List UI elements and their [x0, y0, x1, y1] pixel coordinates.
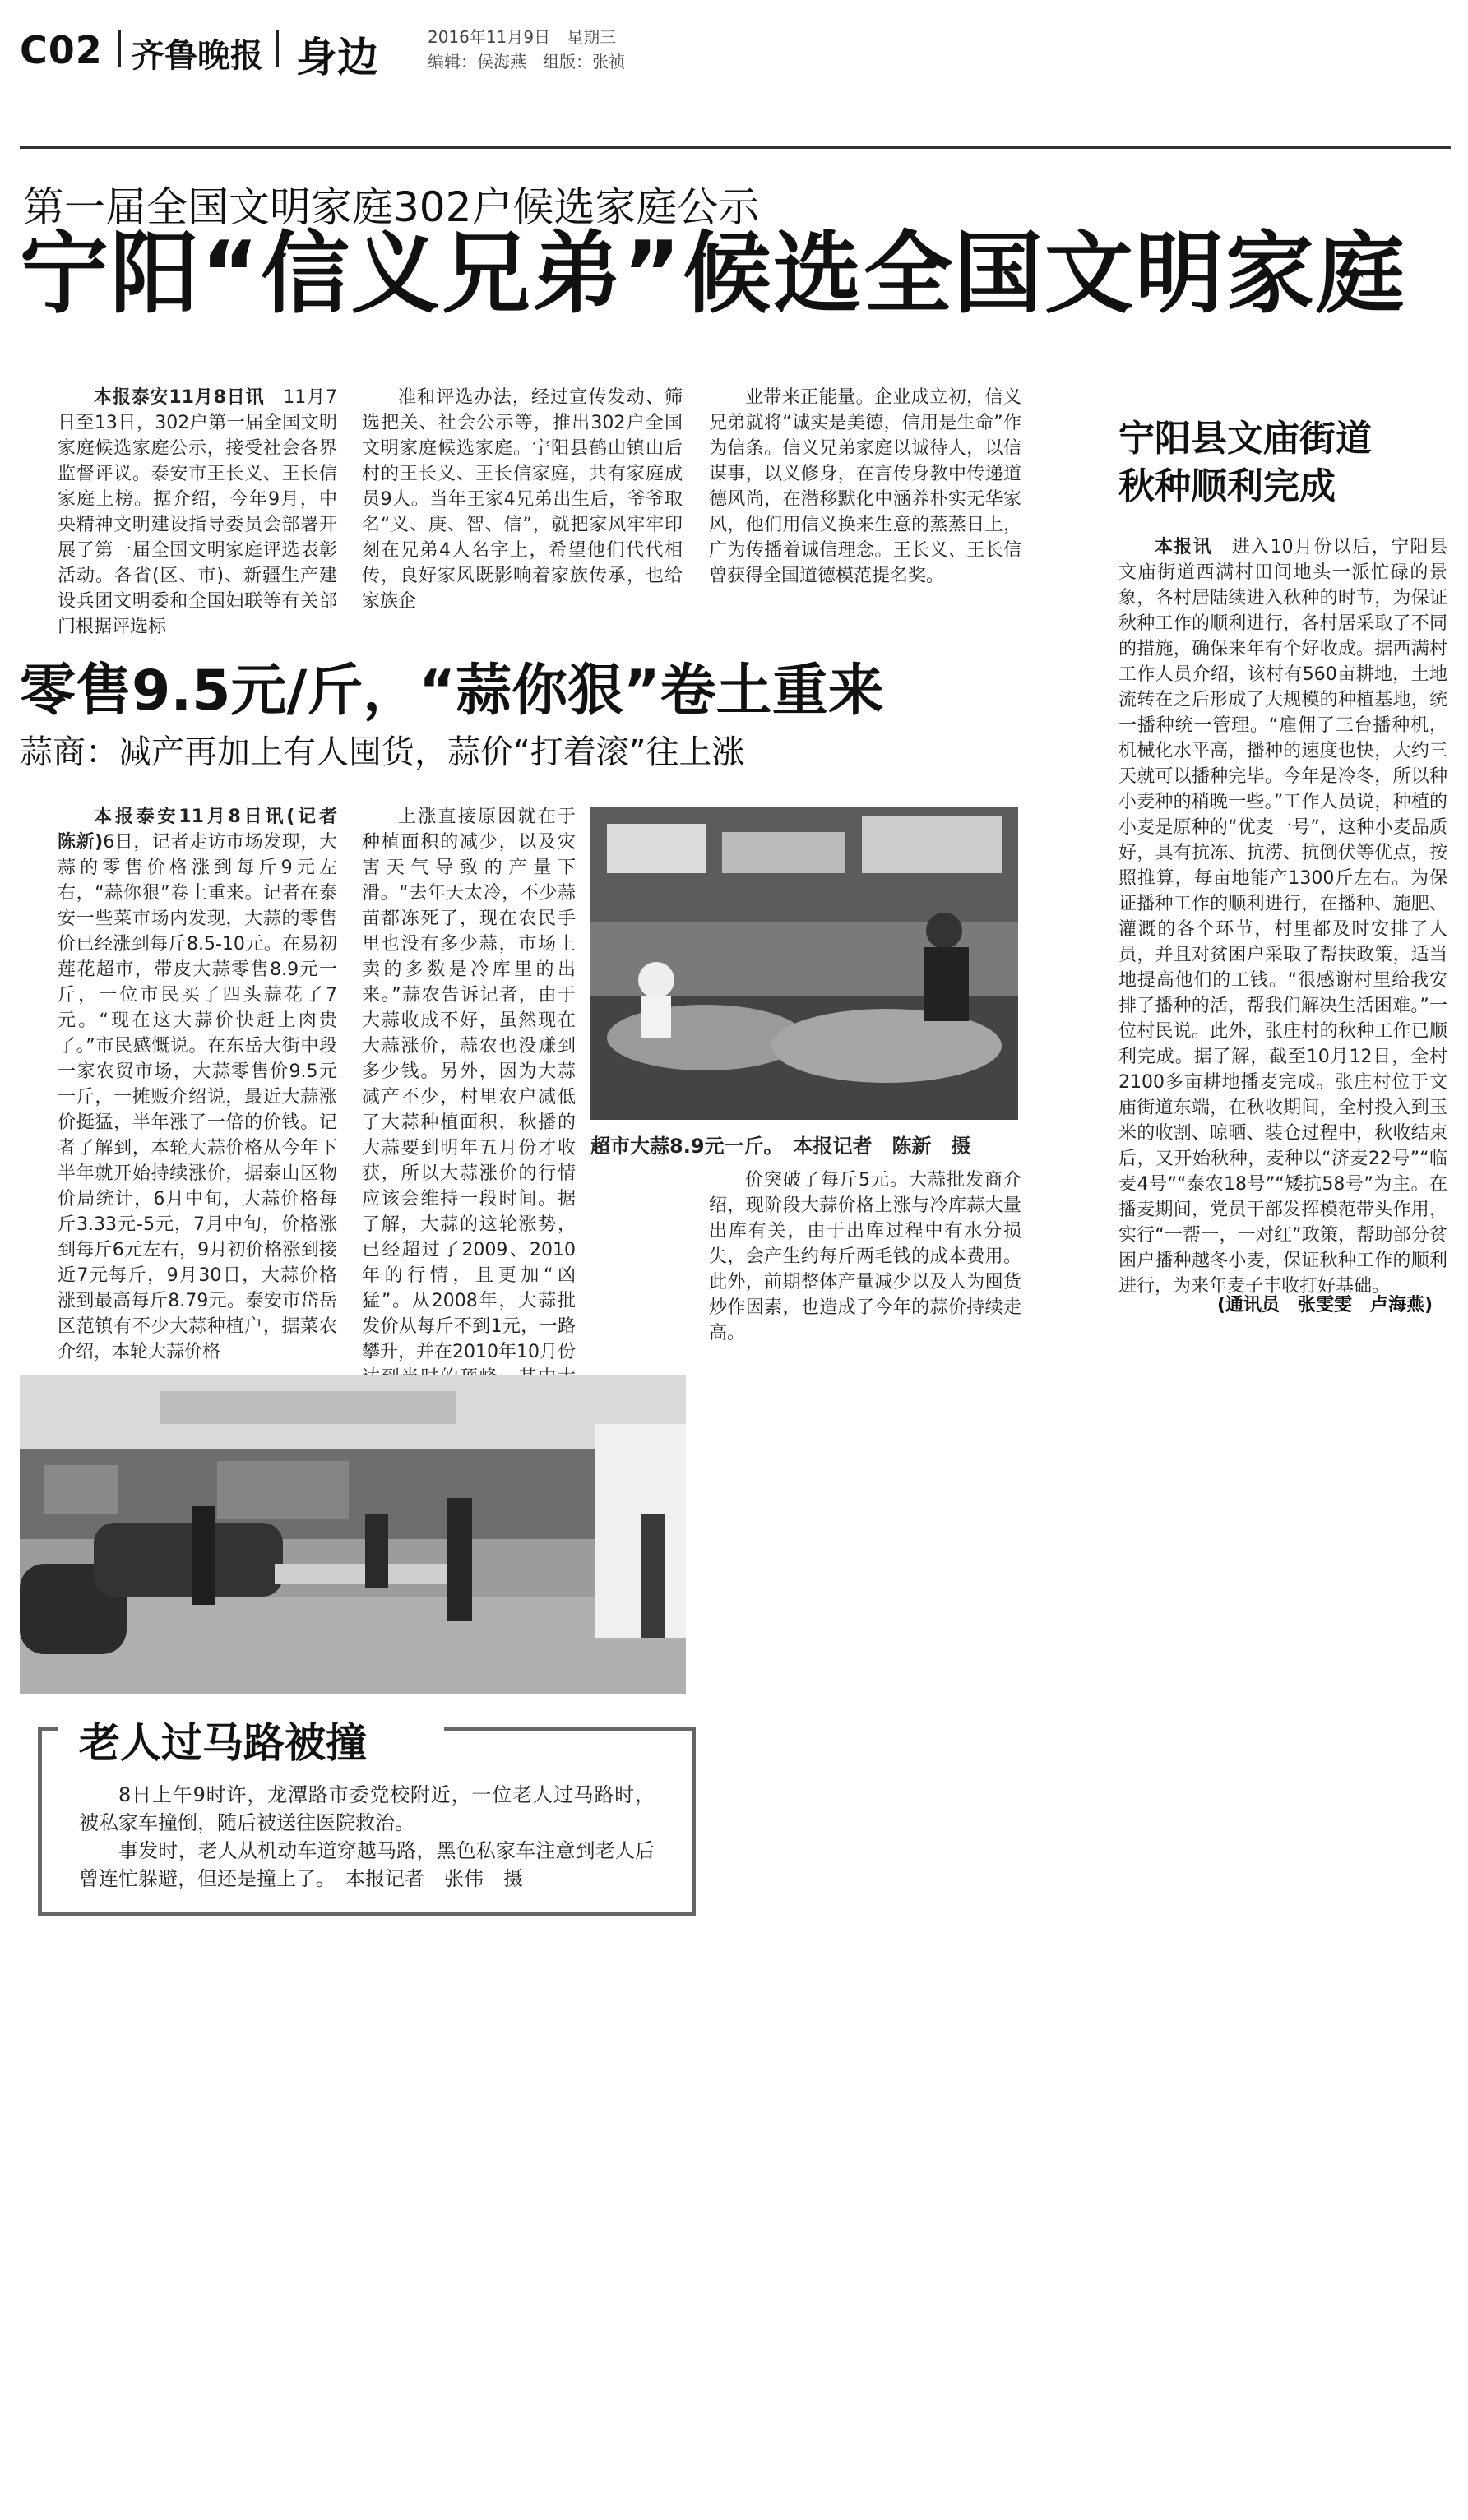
- story2-subhead: 蒜商：减产再加上有人囤货，蒜价“打着滚”往上涨: [20, 733, 745, 771]
- story2-text: 6日，记者走访市场发现，大蒜的零售价格涨到每斤9元左右，“蒜你狠”卷土重来。记者在泰安一些菜市场内发现，大蒜的零售价已经涨到每斤8.5-10元。在易初莲花超市，带皮大蒜零售8.9元一斤，一位市民买了四头蒜花了7元。“现在这大蒜价快赶上肉贵了。”市民感慨说。在东岳大街中段一家农贸市场，大蒜零售价9.5元一斤，一摊贩介绍说，最近大蒜涨价挺猛，半年涨了一倍的价钱。记者了解到，本轮大蒜价格从今年下半年就开始持续涨价，据泰山区物价局统计，6月中旬，大蒜价格每斤3.33元-5元，7月中旬，价格涨到每斤6元左右，9月初价格涨到接近7元每斤，9月30日，大蒜价格涨到最高每斤8.79元。泰安市岱岳区范镇有不少大蒜种植户，据菜农介绍，本轮大蒜价格: [58, 832, 338, 1362]
- story2-dateline: 本报泰安11月8日讯(记者 陈新): [58, 807, 356, 853]
- masthead-divider: [276, 30, 279, 67]
- story3-byline: (通讯员 张雯雯 卢海燕): [1217, 1295, 1433, 1315]
- page-number: C02: [20, 28, 103, 72]
- issue-date: 2016年11月9日 星期三: [428, 27, 617, 47]
- header-rule: [20, 146, 1451, 149]
- story2-column-1: [58, 804, 356, 1365]
- story2-column-2: [362, 804, 576, 1416]
- story3-column: [1118, 534, 1447, 1299]
- story4-headline: 老人过马路被撞: [79, 1719, 367, 1767]
- story1-text: 准和评选办法，经过宣传发动、筛选把关、社会公示等，推出302户全国文明家庭候选家庭。宁阳县鹤山镇山后村的王长义、王长信家庭，共有家庭成员9人。当年王家4兄弟出生后，爷爷取名“义、庚、智、信”，就把家风牢牢印刻在兄弟4人名字上，希望他们代代相传，良好家风既影响着家族传承，也给家族企: [362, 387, 683, 612]
- story1-column-1: [58, 385, 337, 640]
- masthead-divider: [118, 30, 121, 67]
- story3-headline: 宁阳县文庙街道 秋种顺利完成: [1118, 418, 1372, 507]
- story1-headline: 宁阳“信义兄弟”候选全国文明家庭: [20, 223, 1406, 326]
- story1-text: 业带来正能量。企业成立初，信义兄弟就将“诚实是美德，信用是生命”作为信条。信义兄弟家庭以诚待人，以信谋事，以义修身，在言传身教中传递道德风尚，在潜移默化中涵养朴实无华家风，他们用信义换来生意的蒸蒸日上，广为传播着诚信理念。王长义、王长信曾获得全国道德模范提名奖。: [709, 387, 1021, 586]
- story3-text: 进入10月份以后，宁阳县文庙街道西满村田间地头一派忙碌的景象，各村居陆续进入秋种的时节，为保证秋种工作的顺利进行，各村居采取了不同的措施，确保来年有个好收成。据西满村工作人员介绍，该村有560亩耕地，土地流转在之后形成了大规模的种植基地，统一播种统一管理。“雇佣了三台播种机，机械化水平高，播种的速度也快，大约三天就可以播种完毕。今年是冷冬，所以种小麦种的稍晚一些。”工作人员说，种植的小麦是原种的“优麦一号”，这种小麦品质好，具有抗冻、抗涝、抗倒伏等优点，按照推算，每亩地能产1300斤左右。为保证播种工作的顺利进行，在播种、施肥、灌溉的各个环节，村里都及时安排了人员，并且对贫困户采取了帮扶政策，适当地提高他们的工钱。“很感谢村里给我安排了播种的活，帮我们解决生活困难。”一位村民说。此外，张庄村的秋种工作已顺利完成。据了解，截至10月12日，全村2100多亩耕地播麦完成。张庄村位于文庙街道东端，在秋收期间，全村投入到玉米的收割、晾晒、装仓过程中，秋收结束后，又开始秋种，麦种以“济麦22号”“临麦4号”“泰农18号”“矮抗58号”为主。在播麦期间，党员干部发挥模范带头作用，实行“一帮一，一对红”政策，帮助部分贫困户播种越冬小麦，保证秋种工作的顺利进行，为来年麦子丰收打好基础。: [1118, 537, 1447, 1297]
- story3-dateline: 本报讯: [1155, 537, 1213, 557]
- editors-line: 编辑：侯海燕 组版：张祯: [428, 52, 625, 72]
- story1-column-3: [709, 385, 1021, 589]
- story4-text-1: 8日上午9时许，龙潭路市委党校附近，一位老人过马路时，被私家车撞倒，随后被送往医院救治。: [79, 1783, 655, 1834]
- section-name: 身边: [296, 34, 378, 81]
- newspaper-logo: 齐鲁晚报: [132, 36, 263, 75]
- story1-dateline: 本报泰安11月8日讯: [94, 387, 265, 408]
- photo-illustration: [590, 807, 1018, 1120]
- garlic-photo-caption: 超市大蒜8.9元一斤。 本报记者 陈新 摄: [590, 1135, 971, 1158]
- story1-kicker: 第一届全国文明家庭302户候选家庭公示: [23, 183, 760, 231]
- photo-illustration: [20, 1375, 686, 1694]
- story4-text-2: 事发时，老人从机动车道穿越马路，黑色私家车注意到老人后曾连忙躲避，但还是撞上了。 本报记者 张伟 摄: [79, 1839, 655, 1890]
- garlic-market-photo: [590, 807, 1018, 1120]
- story2-text: 上涨直接原因就在于种植面积的减少，以及灾害天气导致的产量下滑。“去年天太冷，不少蒜苗都冻死了，现在农民手里也没有多少蒜，市场上卖的多数是冷库里的出来。”蒜农告诉记者，由于大蒜收成不好，虽然现在大蒜涨价，蒜农也没赚到多少钱。另外，因为大蒜减产不少，村里农户减低了大蒜种植面积，秋播的大蒜要到明年五月份才收获，所以大蒜涨价的行情应该会维持一段时间。据了解，大蒜的这轮涨势，已经超过了2009、2010年的行情，且更加“凶猛”。从2008年，大蒜批发价从每斤不到1元，一路攀升，并在2010年10月份: [362, 807, 576, 1362]
- accident-photo: [20, 1375, 686, 1694]
- story1-column-2: [362, 385, 683, 614]
- story1-text: 11月7日至13日，302户第一届全国文明家庭候选家庭公示，接受社会各界监督评议。泰安市王长义、王长信家庭上榜。据介绍，今年9月，中央精神文明建设指导委员会部署开展了第一届全国文明家庭评选表彰活动。各省(区、市)、新疆生产建设兵团文明委和全国妇联等有关部门根据评选标: [58, 387, 337, 637]
- story2-text: 价突破了每斤5元。大蒜批发商介绍，现阶段大蒜价格上涨与冷库蒜大量出库有关，由于出库过程中有水分损失，会产生约每斤两毛钱的成本费用。此外，前期整体产量减少以及人为囤货炒作因素，也造成了今年的蒜价持续走高。: [709, 1170, 1021, 1343]
- story2-headline: 零售9.5元/斤，“蒜你狠”卷土重来: [20, 659, 884, 724]
- story2-column-3: [709, 1168, 1021, 1346]
